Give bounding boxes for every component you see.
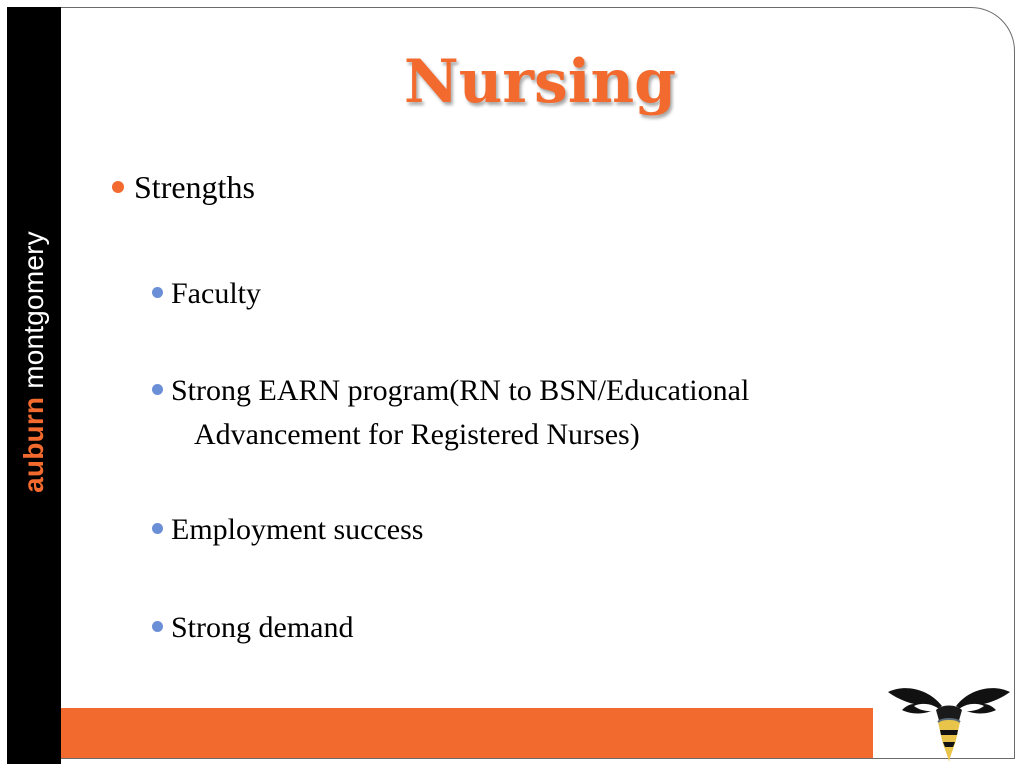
- sub-bullet-text-line1: Strong EARN program(RN to BSN/Educational: [171, 374, 750, 407]
- brand-auburn: auburn: [18, 396, 49, 493]
- sub-bullet-text: Faculty: [171, 277, 261, 310]
- blue-bullet-icon: [152, 384, 163, 395]
- sub-bullet-faculty: [152, 272, 261, 316]
- bullet-text: Strengths: [134, 169, 255, 205]
- orange-bullet-icon: [112, 181, 124, 193]
- blue-bullet-icon: [152, 523, 163, 534]
- sub-bullet-text: Employment success: [171, 513, 424, 546]
- blue-bullet-icon: [152, 287, 163, 298]
- hornet-mascot-logo-icon: [884, 680, 1014, 764]
- footer-accent-bar: [61, 708, 873, 758]
- bullet-strengths: [112, 168, 255, 206]
- sub-bullet-text-line2: Advancement for Registered Nurses): [194, 418, 640, 451]
- sub-bullet-demand: [152, 606, 353, 650]
- slide-title: Nursing: [403, 47, 677, 117]
- brand-wordmark: [20, 231, 48, 493]
- sub-bullet-text: Strong demand: [171, 611, 354, 644]
- sub-bullet-employment: [152, 508, 423, 552]
- brand-montgomery: montgomery: [18, 231, 49, 389]
- blue-bullet-icon: [152, 621, 163, 632]
- sub-bullet-earn: [152, 369, 892, 457]
